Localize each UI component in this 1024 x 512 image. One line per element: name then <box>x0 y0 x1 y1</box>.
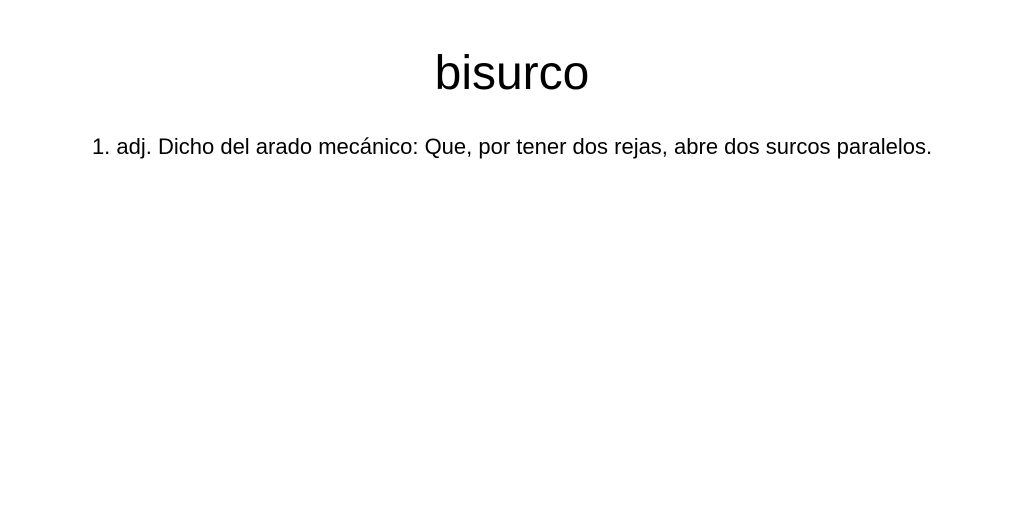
definition-1: 1. adj. Dicho del arado mecánico: Que, por tener dos rejas, abre dos surcos paralelos. <box>91 134 933 159</box>
headword-title: bisurco <box>434 47 590 100</box>
